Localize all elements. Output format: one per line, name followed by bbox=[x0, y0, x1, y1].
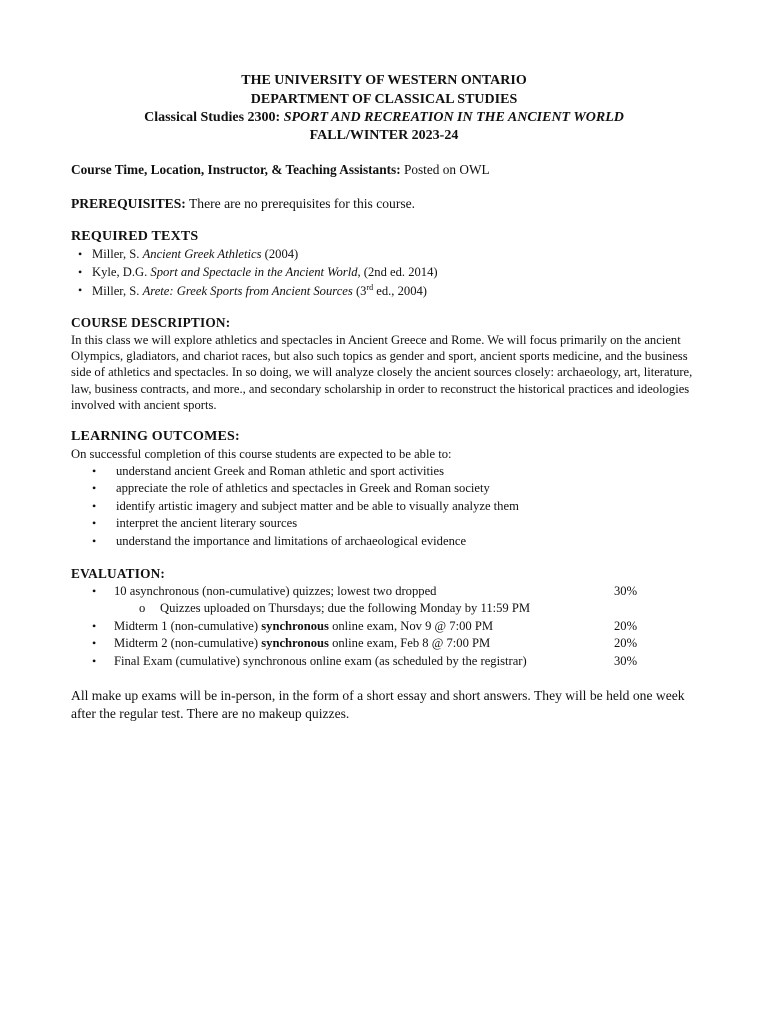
department-name: DEPARTMENT OF CLASSICAL STUDIES bbox=[250, 92, 518, 107]
university-name: THE UNIVERSITY OF WESTERN ONTARIO bbox=[241, 73, 527, 88]
evaluation-item: 10 asynchronous (non-cumulative) quizzes; lowest two dropped bbox=[114, 584, 437, 598]
evaluation-weight: 30% bbox=[614, 654, 638, 668]
term: FALL/WINTER 2023-24 bbox=[309, 128, 459, 143]
bullet-icon: • bbox=[92, 516, 97, 530]
bullet-icon: • bbox=[92, 584, 97, 598]
bullet-icon: • bbox=[78, 265, 83, 279]
outcome-item: interpret the ancient literary sources bbox=[116, 516, 298, 530]
course-description-text: In this class we will explore athletics and spectacles in Ancient Greece and Rome. We will focus primarily on the ancient Olympics, gladiators, and chariot races, but also such topics as gender and sport, ancient sports medicine, and the business side of athletics and spectacles. In so doing, we will analyze closely the ancient sources closely: archaeology, art, literature, law, business contracts, and more., and secondary scholarship in order to reconstruct the historical practices and ideologies involved with ancient sports. bbox=[71, 333, 693, 412]
bullet-icon: • bbox=[92, 464, 97, 478]
required-text-item: Miller, S. Arete: Greek Sports from Ancient Sources (3rd ed., 2004) bbox=[92, 283, 427, 299]
outcome-item: appreciate the role of athletics and spectacles in Greek and Roman society bbox=[116, 481, 490, 495]
course-title: SPORT AND RECREATION IN THE ANCIENT WORLD bbox=[283, 110, 624, 125]
evaluation-item: Midterm 2 (non-cumulative) synchronous online exam, Feb 8 @ 7:00 PM bbox=[114, 636, 491, 650]
required-texts-heading: REQUIRED TEXTS bbox=[71, 229, 199, 244]
course-time-value: Posted on OWL bbox=[403, 162, 490, 177]
evaluation-weight: 20% bbox=[614, 636, 638, 650]
evaluation-item: Final Exam (cumulative) synchronous online exam (as scheduled by the registrar) bbox=[114, 654, 527, 668]
bullet-icon: • bbox=[78, 283, 83, 297]
learning-outcomes-heading: LEARNING OUTCOMES: bbox=[71, 429, 240, 444]
evaluation-item: Midterm 1 (non-cumulative) synchronous online exam, Nov 9 @ 7:00 PM bbox=[114, 619, 494, 633]
bullet-icon: • bbox=[92, 619, 97, 633]
course-heading bbox=[0, 110, 768, 126]
required-text-item: Kyle, D.G. Sport and Spectacle in the Ancient World, (2nd ed. 2014) bbox=[92, 265, 438, 279]
evaluation-subitem: Quizzes uploaded on Thursdays; due the following Monday by 11:59 PM bbox=[160, 601, 531, 615]
bullet-icon: • bbox=[92, 636, 97, 650]
course-time-line bbox=[71, 162, 490, 178]
outcome-item: identify artistic imagery and subject matter and be able to visually analyze them bbox=[116, 499, 519, 513]
bullet-icon: • bbox=[92, 534, 97, 548]
required-text-item: Miller, S. Ancient Greek Athletics (2004) bbox=[92, 247, 299, 261]
course-time-label: Course Time, Location, Instructor, & Teaching Assistants: bbox=[71, 162, 401, 177]
makeup-note: All make up exams will be in-person, in the form of a short essay and short answers. They will be held one week after the regular test. There are no makeup quizzes. bbox=[71, 688, 685, 721]
evaluation-weight: 20% bbox=[614, 619, 638, 633]
outcome-item: understand ancient Greek and Roman athletic and sport activities bbox=[116, 464, 445, 478]
evaluation-weight: 30% bbox=[614, 584, 638, 598]
bullet-icon: • bbox=[92, 499, 97, 513]
bullet-icon: • bbox=[78, 247, 83, 261]
evaluation-heading: EVALUATION: bbox=[71, 566, 166, 581]
bullet-icon: • bbox=[92, 654, 97, 668]
course-code: Classical Studies 2300: bbox=[144, 110, 281, 125]
prerequisites-value: There are no prerequisites for this course. bbox=[188, 196, 416, 211]
outcome-item: understand the importance and limitations of archaeological evidence bbox=[116, 534, 467, 548]
sub-bullet-icon: o bbox=[139, 601, 146, 615]
prerequisites-line bbox=[71, 196, 415, 212]
bullet-icon: • bbox=[92, 481, 97, 495]
learning-outcomes-intro: On successful completion of this course students are expected to be able to: bbox=[71, 447, 452, 461]
course-description-heading: COURSE DESCRIPTION: bbox=[71, 315, 231, 330]
prerequisites-label: PREREQUISITES: bbox=[71, 196, 186, 211]
